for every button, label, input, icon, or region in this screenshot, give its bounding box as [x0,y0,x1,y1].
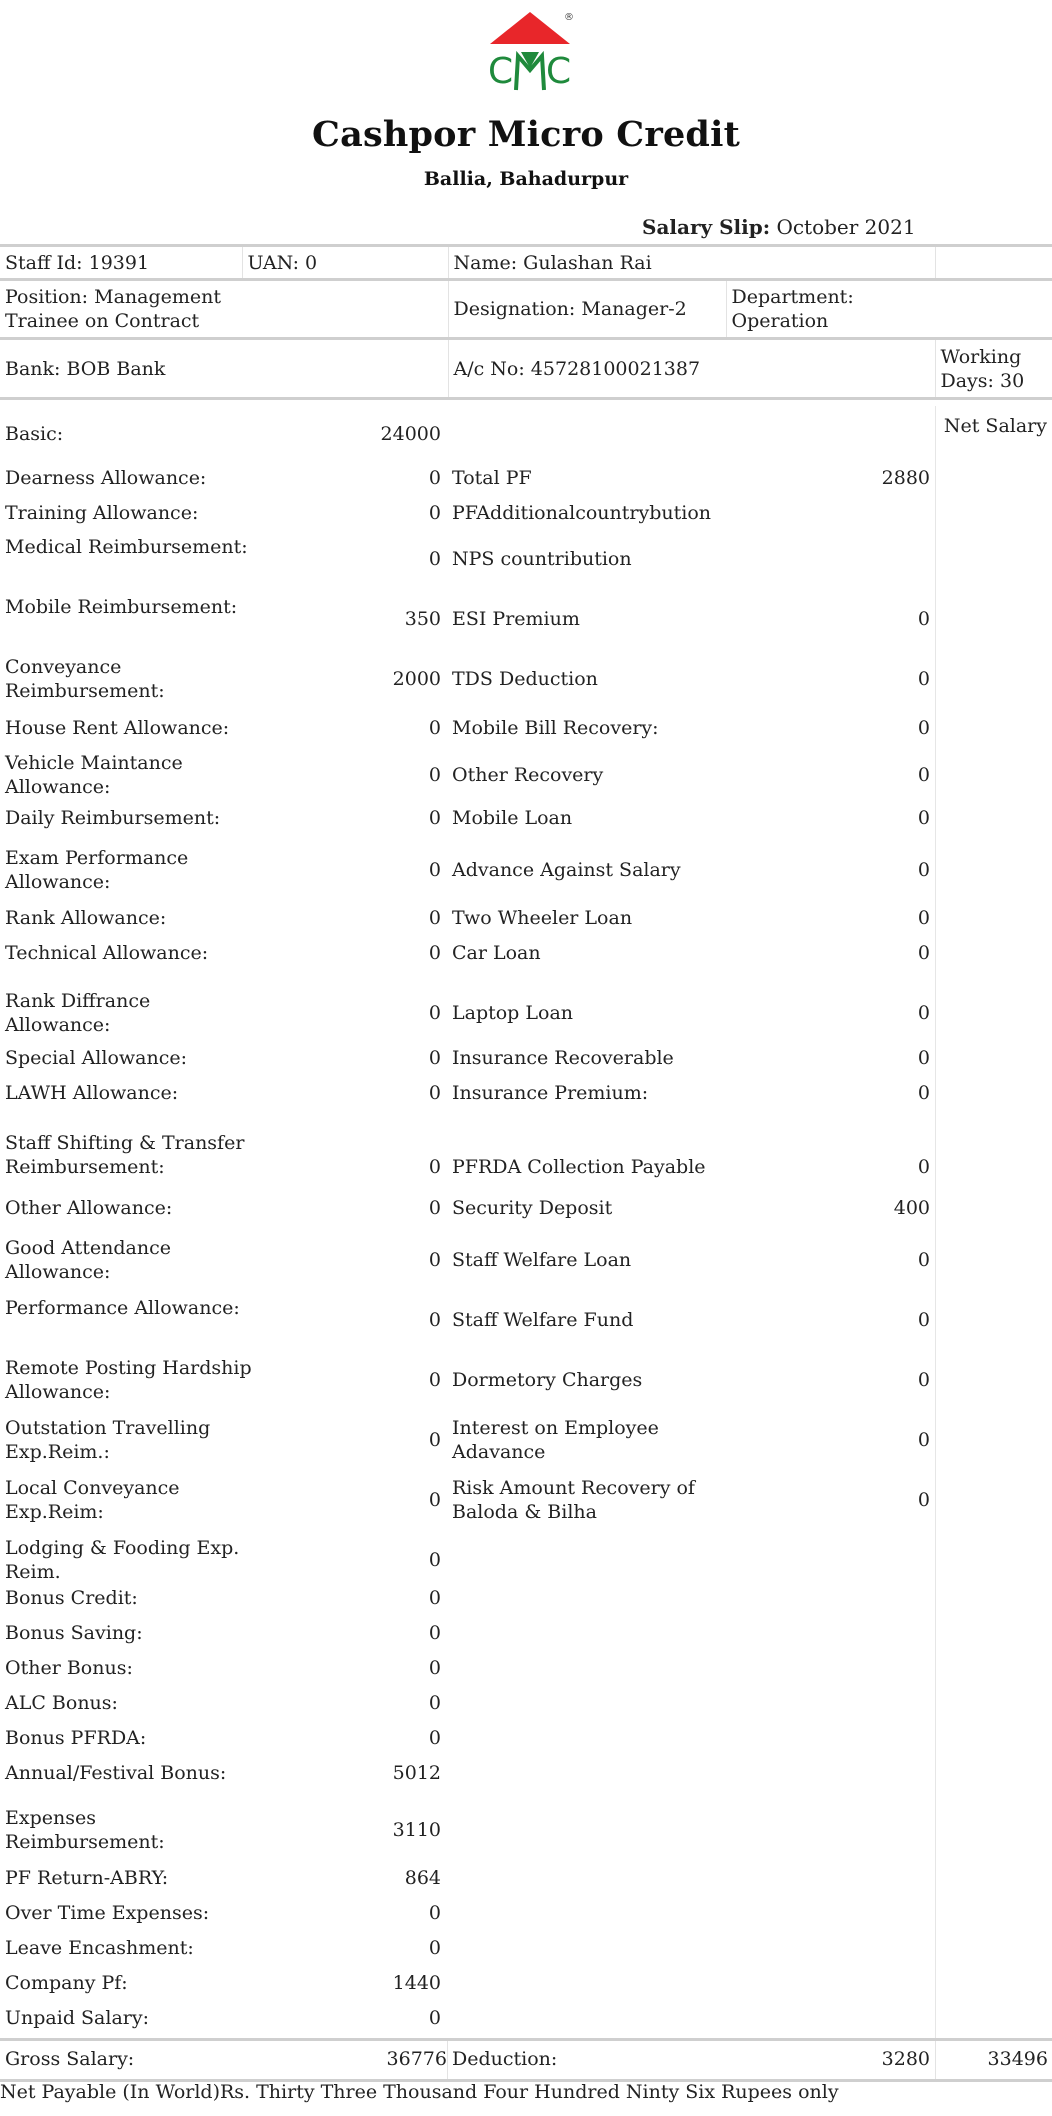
earning-label: Training Allowance: [5,502,199,524]
deduction-value: 0 [917,1489,930,1511]
salary-row [0,1586,935,1610]
deduction-value: 0 [917,1249,930,1271]
salary-row [0,1936,935,1960]
deduction-value: 0 [917,1002,930,1024]
earning-label: Medical Reimbursement: [5,536,248,558]
designation: Designation: Manager-2 [448,280,726,339]
gross-salary-label: Gross Salary: [5,2048,135,2070]
deduction-value: 3280 [881,2048,930,2070]
earning-label: Basic: [5,423,64,445]
totals-row [0,2038,1052,2082]
earning-label: Lodging & Fooding Exp. Reim. [5,1537,240,1583]
deduction-value: 0 [917,1309,930,1331]
salary-row [0,906,935,930]
earning-label: Staff Shifting & Transfer Reimbursement: [5,1132,245,1178]
earning-label: Local Conveyance Exp.Reim: [5,1477,180,1523]
salary-row [0,989,935,1037]
earning-value: 0 [428,1937,441,1959]
earning-value: 3110 [392,1819,441,1841]
salary-row [0,1131,935,1203]
earning-value: 0 [428,467,441,489]
salary-row [0,1236,935,1284]
earning-label: Outstation Travelling Exp.Reim.: [5,1417,211,1463]
earning-value: 0 [428,1429,441,1451]
earning-label: Bonus PFRDA: [5,1727,147,1749]
earning-label: Exam Performance Allowance: [5,847,189,893]
salary-row [0,716,935,740]
salary-row [0,1656,935,1680]
deduction-value: 0 [917,859,930,881]
salary-row [0,751,935,799]
deduction-label: Laptop Loan [452,1002,574,1024]
earning-value: 0 [428,1489,441,1511]
earning-label: Rank Diffrance Allowance: [5,990,151,1036]
earning-value: 0 [428,1587,441,1609]
deduction-label: TDS Deduction [452,668,598,690]
salary-row [0,1476,935,1524]
earning-value: 0 [428,1727,441,1749]
earning-label: Unpaid Salary: [5,2007,149,2029]
earning-value: 2000 [392,668,441,690]
salary-row [0,1971,935,1995]
salary-row [0,1536,935,1584]
earning-label: Other Bonus: [5,1657,133,1679]
deduction-label: Staff Welfare Fund [452,1309,634,1331]
deduction-label: Mobile Loan [452,807,573,829]
earning-label: Over Time Expenses: [5,1902,210,1924]
earning-label: Other Allowance: [5,1197,173,1219]
deduction-value: 0 [917,1047,930,1069]
deduction-label: Risk Amount Recovery of Baloda & Bilha [452,1477,695,1523]
bank: Bank: BOB Bank [0,339,448,399]
deduction-label: ESI Premium [452,608,580,630]
earning-value: 0 [428,1549,441,1571]
earning-label: Bonus Saving: [5,1622,143,1644]
salary-row [0,1866,935,1890]
earning-label: Daily Reimbursement: [5,807,221,829]
deduction-value: 0 [917,907,930,929]
salary-row [0,941,935,965]
uan: UAN: 0 [242,246,448,280]
earning-label: Special Allowance: [5,1047,188,1069]
earning-value: 0 [428,942,441,964]
deduction-label: NPS countribution [452,548,632,570]
earning-label: Performance Allowance: [5,1297,240,1319]
totals-divider [447,2041,448,2079]
header-blank [935,246,1052,280]
deduction-label: Car Loan [452,942,541,964]
earning-value: 0 [428,502,441,524]
totals-divider [935,2041,936,2079]
salary-row [0,806,935,830]
net-salary-header: Net Salary [943,415,1047,437]
deduction-value: 0 [917,1369,930,1391]
salary-row [0,422,935,446]
earning-value: 0 [428,859,441,881]
deduction-label: Advance Against Salary [452,859,681,881]
deduction-label: Insurance Recoverable [452,1047,674,1069]
svg-text:®: ® [564,12,574,23]
salary-row [0,1081,935,1105]
earning-value: 0 [428,1622,441,1644]
earning-value: 5012 [392,1762,441,1784]
earning-value: 1440 [392,1972,441,1994]
earning-label: Remote Posting Hardship Allowance: [5,1357,252,1403]
earning-value: 0 [428,1082,441,1104]
deduction-value: 2880 [881,467,930,489]
deduction-label: PFRDA Collection Payable [452,1156,706,1178]
deduction-label: Two Wheeler Loan [452,907,633,929]
earning-label: Annual/Festival Bonus: [5,1762,227,1784]
salary-row [0,1621,935,1645]
earning-value: 0 [428,1309,441,1331]
deduction-label: Other Recovery [452,764,604,786]
staff-id: Staff Id: 19391 [0,246,242,280]
slip-label: Salary Slip: [642,215,771,239]
deduction-value: 400 [893,1197,930,1219]
deduction-value: 0 [917,942,930,964]
earning-label: Vehicle Maintance Allowance: [5,752,183,798]
deduction-value: 0 [917,1429,930,1451]
salary-row [0,655,935,703]
earning-value: 0 [428,717,441,739]
earning-value: 350 [404,608,441,630]
salary-row [0,1761,935,1785]
gross-salary-value: 36776 [386,2048,447,2070]
earning-value: 0 [428,548,441,570]
slip-period: October 2021 [776,215,916,239]
earning-label: LAWH Allowance: [5,1082,179,1104]
deduction-label: Staff Welfare Loan [452,1249,632,1271]
department: Department: Operation [726,280,1052,339]
salary-row [0,1046,935,1070]
salary-row [0,1691,935,1715]
salary-row [0,535,935,583]
deduction-label: Total PF [452,467,532,489]
employee-info-table [0,244,1052,400]
deduction-label: Interest on Employee Adavance [452,1417,659,1463]
salary-row [0,1196,935,1220]
deduction-value: 0 [917,1082,930,1104]
company-name: Cashpor Micro Credit [312,114,740,155]
deduction-label: PFAdditionalcountrybution [452,502,712,524]
position: Position: Management Trainee on Contract [0,280,448,339]
salary-row [0,2006,935,2030]
earning-value: 0 [428,1902,441,1924]
deduction-value: 0 [917,608,930,630]
salary-row [0,595,935,643]
salary-row [0,466,935,490]
earning-value: 0 [428,1197,441,1219]
deduction-label: Deduction: [452,2048,558,2070]
net-column-divider [935,406,936,2038]
salary-row [0,1901,935,1925]
salary-row [0,846,935,894]
earning-label: Conveyance Reimbursement: [5,656,165,702]
salary-row [0,1356,935,1404]
earning-value: 0 [428,764,441,786]
salary-row [0,1296,935,1344]
salary-row [0,1726,935,1750]
svg-text:C: C [546,51,572,92]
net-payable-in-words: Net Payable (In World)Rs. Thirty Three Thousand Four Hundred Ninty Six Rupees only [0,2081,839,2103]
earning-value: 0 [428,1249,441,1271]
deduction-label: Mobile Bill Recovery: [452,717,659,739]
earning-value: 0 [428,1002,441,1024]
earning-label: ALC Bonus: [5,1692,118,1714]
earning-label: Expenses Reimbursement: [5,1807,165,1853]
earning-value: 0 [428,807,441,829]
earning-label: House Rent Allowance: [5,717,230,739]
earning-label: Mobile Reimbursement: [5,596,238,618]
earning-value: 864 [404,1867,441,1889]
account-number: A/c No: 45728100021387 [448,339,935,399]
slip-title [642,215,916,239]
earning-value: 0 [428,1692,441,1714]
earning-label: Dearness Allowance: [5,467,207,489]
earning-label: Leave Encashment: [5,1937,194,1959]
working-days: Working Days: 30 [935,339,1052,399]
earning-value: 0 [428,2007,441,2029]
salary-row [0,1806,935,1854]
earning-value: 24000 [380,423,441,445]
deduction-value: 0 [917,717,930,739]
deduction-value: 0 [917,807,930,829]
cmc-logo [480,8,580,108]
earning-label: Good Attendance Allowance: [5,1237,172,1283]
deduction-label: Security Deposit [452,1197,613,1219]
earning-label: Company Pf: [5,1972,128,1994]
earning-value: 0 [428,1369,441,1391]
deduction-label: Dormetory Charges [452,1369,643,1391]
salary-row [0,501,935,525]
earning-value: 0 [428,1657,441,1679]
deduction-value: 0 [917,764,930,786]
branch-name: Ballia, Bahadurpur [423,168,629,190]
deduction-value: 0 [917,668,930,690]
earning-value: 0 [428,1156,441,1178]
earnings-deductions-body [0,406,1052,2038]
earning-value: 0 [428,1047,441,1069]
employee-name: Name: Gulashan Rai [448,246,935,280]
deduction-label: Insurance Premium: [452,1082,649,1104]
earning-label: Bonus Credit: [5,1587,138,1609]
earning-label: Technical Allowance: [5,942,209,964]
earning-label: Rank Allowance: [5,907,167,929]
earning-value: 0 [428,907,441,929]
svg-text:C: C [488,51,514,92]
earning-label: PF Return-ABRY: [5,1867,169,1889]
deduction-value: 0 [917,1156,930,1178]
salary-row [0,1416,935,1464]
net-salary-value: 33496 [987,2048,1048,2070]
